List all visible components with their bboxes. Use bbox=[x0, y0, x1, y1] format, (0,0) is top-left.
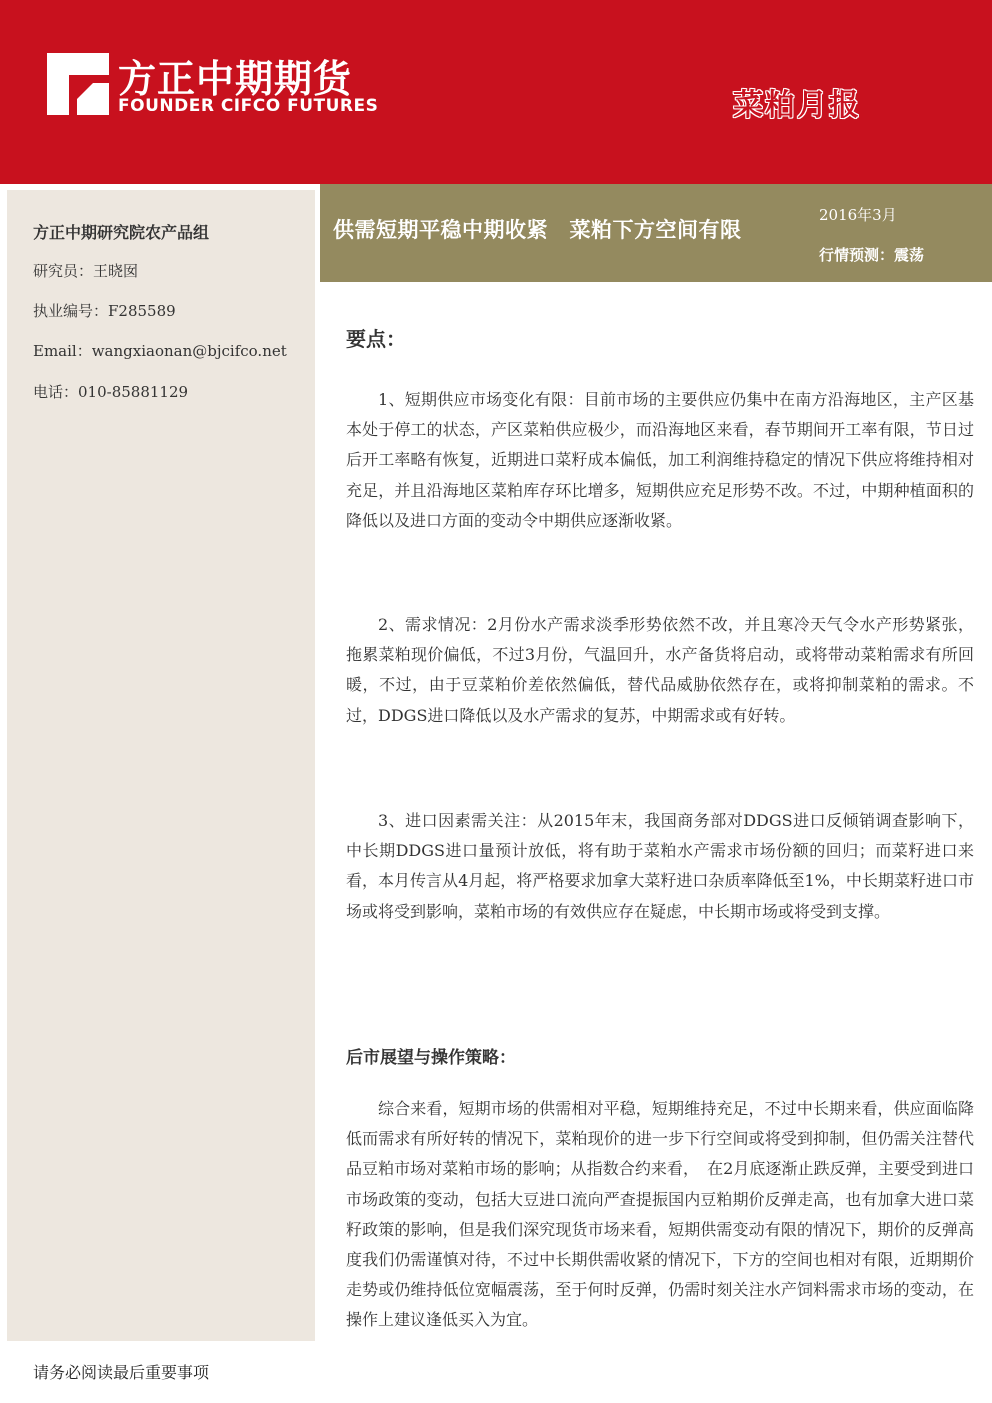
keypoints-heading: 要点： bbox=[346, 327, 406, 351]
license-number: 执业编号：F285589 bbox=[33, 302, 176, 320]
author-sidebar bbox=[7, 190, 315, 1341]
report-headline: 供需短期平稳中期收紧 菜粕下方空间有限 bbox=[333, 217, 742, 242]
contact-email[interactable]: Email：wangxiaonan@bjcifco.net bbox=[33, 342, 287, 360]
report-date: 2016年3月 bbox=[819, 206, 897, 224]
keypoint-paragraph-2: 2、需求情况：2月份水产需求淡季形势依然不改，并且寒冷天气令水产形势紧张，拖累菜粕现价偏低，不过3月份，气温回升，水产备货将启动，或将带动菜粕需求有所回暖，不过，由于豆菜粕价差依然偏低，替代品威胁依然存在，或将抑制菜粕的需求。不过，DDGS进口降低以及水产需求的复苏，中期需求或有好转。 bbox=[346, 615, 974, 725]
report-type-title: 菜粕月报 bbox=[733, 88, 861, 123]
outlook-heading: 后市展望与操作策略： bbox=[346, 1048, 516, 1068]
research-group: 方正中期研究院农产品组 bbox=[33, 223, 210, 242]
keypoint-paragraph-3: 3、进口因素需关注：从2015年末，我国商务部对DDGS进口反倾销调查影响下，中长期DDGS进口量预计放低，将有助于菜粕水产需求市场份额的回归；而菜籽进口来看，本月传言从4月起，将严格要求加拿大菜籽进口杂质率降低至1%，中长期菜籽进口市场或将受到影响，菜粕市场的有效供应存在疑虑，中长期市场或将受到支撑。 bbox=[346, 811, 974, 921]
researcher-name: 研究员：王晓囡 bbox=[33, 262, 139, 280]
brand-name-en: FOUNDER CIFCO FUTURES bbox=[118, 96, 379, 116]
outlook-paragraph: 综合来看，短期市场的供需相对平稳，短期维持充足，不过中长期来看，供应面临降低而需求有所好转的情况下，菜粕现价的进一步下行空间或将受到抑制，但仍需关注替代品豆粕市场对菜粕市场的影响；从指数合约来看， 在2月底逐渐止跌反弹，主要受到进口市场政策的变动，包括大豆进口流向严查提振国内豆粕期价反弹走高，也有加拿大进口菜籽政策的影响，但是我们深究现货市场来看，短期供需变动有限的情况下，期价的反弹高度我们仍需谨慎对待，不过中长期供需收紧的情况下，下方的空间也相对有限，近期期价走势或仍维持低位宽幅震荡，至于何时反弹，仍需时刻关注水产饲料需求市场的变动，在操作上建议逢低买入为宜。 bbox=[346, 1099, 974, 1330]
market-forecast: 行情预测：震荡 bbox=[819, 246, 925, 264]
keypoint-paragraph-1: 1、短期供应市场变化有限：目前市场的主要供应仍集中在南方沿海地区，主产区基本处于停工的状态，产区菜粕供应极少，而沿海地区来看，春节期间开工率有限，节日过后开工率略有恢复，近期进口菜籽成本偏低，加工利润维持稳定的情况下供应将维持相对充足，并且沿海地区菜粕库存环比增多，短期供应充足形势不改。不过，中期种植面积的降低以及进口方面的变动令中期供应逐渐收紧。 bbox=[346, 390, 974, 530]
disclaimer-note: 请务必阅读最后重要事项 bbox=[33, 1363, 210, 1382]
contact-phone: 电话：010-85881129 bbox=[33, 383, 189, 401]
company-logo-icon bbox=[47, 53, 109, 115]
brand-name-cn: 方正中期期货 bbox=[118, 57, 353, 101]
